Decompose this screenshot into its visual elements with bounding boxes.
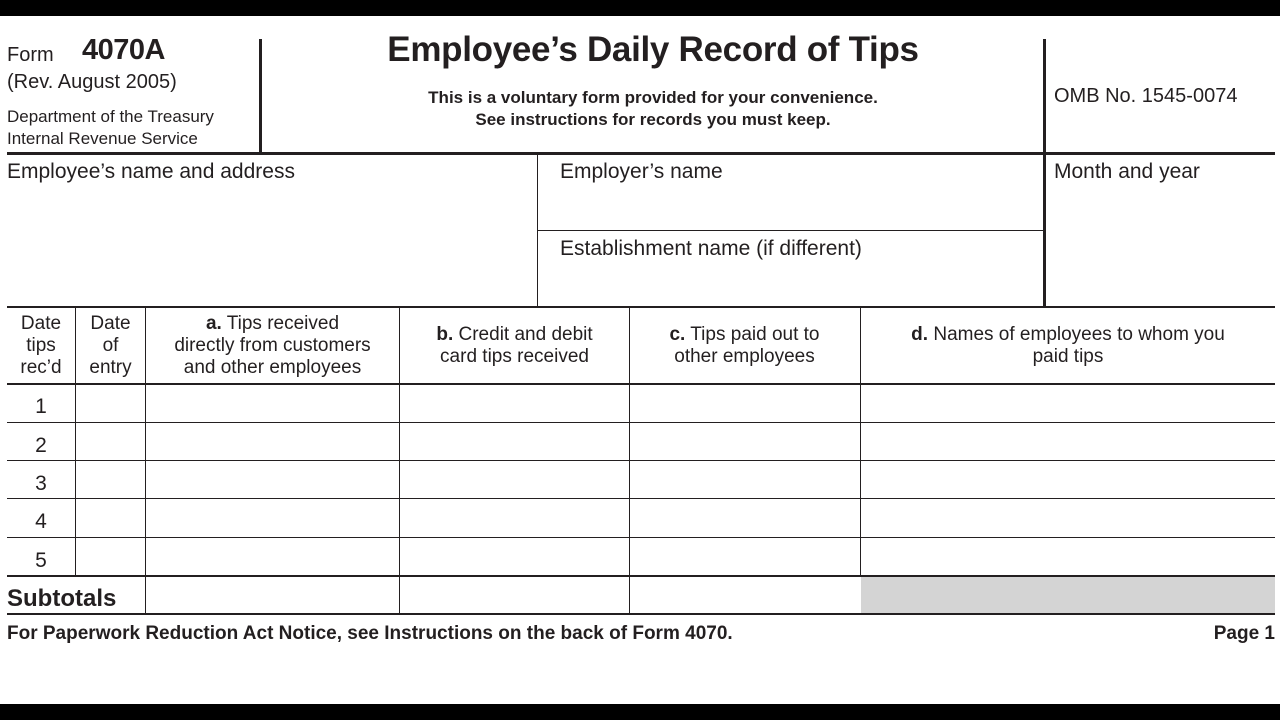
row-number: 1 [35, 395, 47, 418]
col-divider [860, 308, 861, 575]
col-b-letter: b. [436, 324, 454, 345]
col-c-tips-paid-out [630, 324, 859, 368]
col-a-line-2: directly from customers [174, 335, 371, 356]
page-number: Page 1 [1213, 623, 1275, 644]
department-line: Department of the Treasury [7, 107, 214, 126]
top-letterbox-bar [0, 0, 1280, 16]
col-date-entry-line: of [102, 335, 119, 356]
col-c-line-2: other employees [674, 346, 815, 367]
row-rule [7, 498, 1275, 499]
col-b-text: Credit and debit [453, 324, 593, 345]
col-b-card-tips [400, 324, 629, 368]
header-row-rule [7, 383, 1275, 385]
col-divider [145, 308, 146, 613]
issuing-agency [7, 106, 214, 150]
col-date-entry-line: entry [89, 357, 132, 378]
row-number: 2 [35, 434, 47, 457]
col-date-of-entry [76, 313, 145, 379]
month-year-field[interactable] [1046, 155, 1275, 306]
employer-name-label: Employer’s name [560, 160, 723, 183]
col-a-letter: a. [205, 313, 222, 334]
col-c-line-1 [630, 324, 859, 346]
row-rule [7, 537, 1275, 538]
form-title: Employee’s Daily Record of Tips [387, 30, 919, 69]
col-c-text: Tips paid out to [685, 324, 820, 345]
col-date-tips-line: tips [26, 335, 56, 356]
col-d-line-1 [861, 324, 1275, 346]
col-a-text: Tips received [221, 313, 340, 334]
establishment-name-field[interactable] [538, 231, 1043, 306]
table-top-rule [7, 306, 1275, 308]
paperwork-notice: For Paperwork Reduction Act Notice, see Instructions on the back of Form 4070. [7, 623, 733, 644]
col-date-tips-line: Date [20, 313, 62, 334]
row-rule [7, 460, 1275, 461]
form-number: 4070A [82, 34, 165, 66]
col-d-line-2: paid tips [1032, 346, 1104, 367]
col-a-line-1 [146, 313, 399, 335]
row-number: 4 [35, 510, 47, 533]
form-subtitle [262, 87, 1044, 131]
bottom-letterbox-bar [0, 704, 1280, 720]
subtitle-line-2: See instructions for records you must keep. [475, 110, 831, 129]
col-divider [629, 308, 630, 613]
col-c-letter: c. [669, 324, 686, 345]
col-d-letter: d. [911, 324, 929, 345]
row-number: 3 [35, 472, 47, 495]
col-b-line-2: card tips received [440, 346, 589, 367]
col-date-tips-line: rec’d [20, 357, 62, 378]
employee-name-address-field[interactable] [7, 155, 537, 306]
table-bottom-rule [7, 613, 1275, 615]
col-a-line-3: and other employees [183, 357, 362, 378]
col-d-text: Names of employees to whom you [928, 324, 1225, 345]
subtotals-shaded-cell [861, 577, 1275, 613]
service-line: Internal Revenue Service [7, 129, 198, 148]
month-year-label: Month and year [1054, 160, 1200, 183]
form-revision: (Rev. August 2005) [7, 71, 177, 93]
subtitle-line-1: This is a voluntary form provided for your convenience. [428, 88, 878, 107]
col-date-tips-received [7, 313, 75, 379]
subtotals-label: Subtotals [7, 585, 117, 612]
col-divider [399, 308, 400, 613]
col-d-names-paid [861, 324, 1275, 368]
establishment-name-label: Establishment name (if different) [560, 237, 862, 260]
employer-name-field[interactable] [538, 155, 1043, 230]
omb-number: OMB No. 1545-0074 [1054, 85, 1238, 107]
col-b-line-1 [400, 324, 629, 346]
col-divider [75, 308, 76, 575]
col-date-entry-line: Date [90, 313, 131, 334]
row-number: 5 [35, 549, 47, 572]
col-a-tips-received [146, 313, 399, 379]
employee-name-address-label: Employee’s name and address [7, 160, 295, 183]
row-rule [7, 422, 1275, 423]
form-label: Form [7, 44, 54, 66]
